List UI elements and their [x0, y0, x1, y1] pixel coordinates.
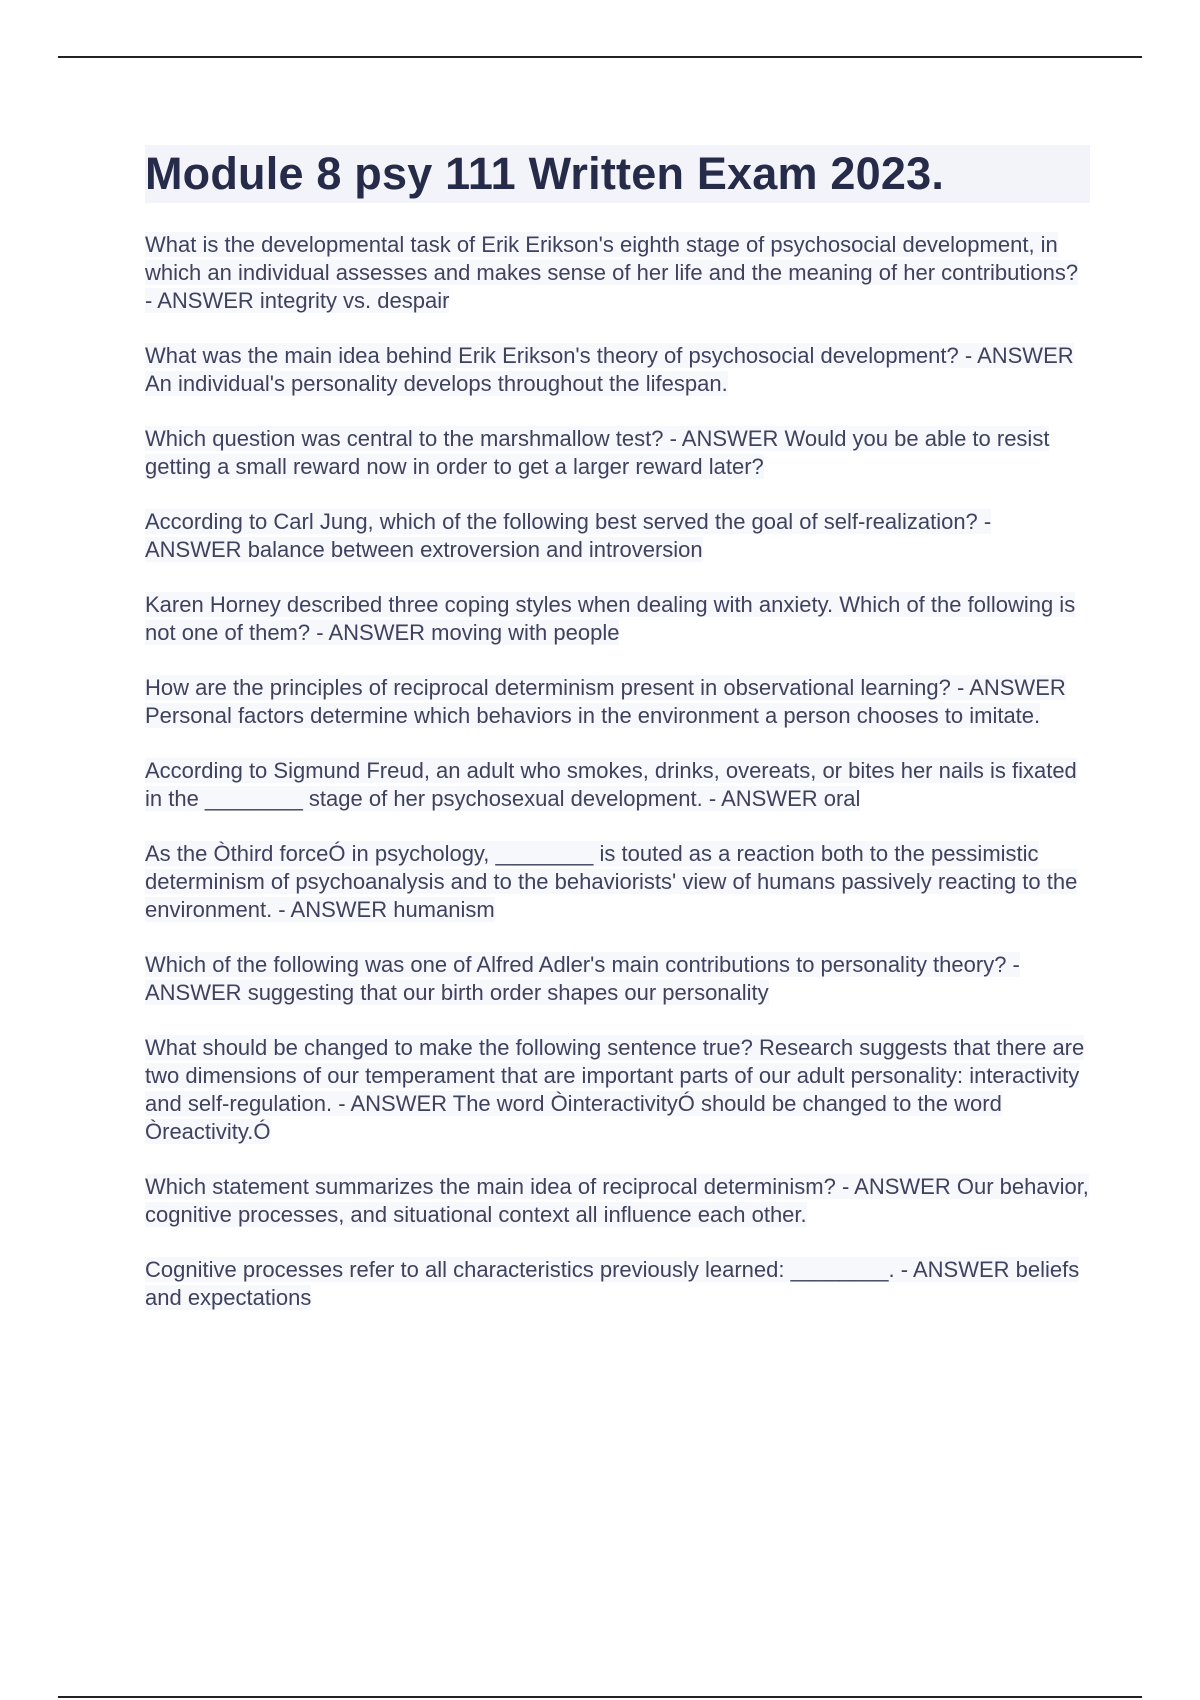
- qa-item: [145, 1256, 1090, 1312]
- question-text: Karen Horney described three coping styles when dealing with anxiety. Which of the following is not one of them?: [145, 592, 1076, 645]
- question-text: Which of the following was one of Alfred Adler's main contributions to personality theory?: [145, 952, 1007, 977]
- qa-item: [145, 757, 1090, 813]
- question-text: What is the developmental task of Erik Erikson's eighth stage of psychosocial development, in which an individual assesses and makes sense of her life and the meaning of her contributions?: [145, 232, 1079, 285]
- answer-text: humanism: [393, 897, 495, 922]
- document-title: Module 8 psy 111 Written Exam 2023.: [145, 145, 1090, 203]
- answer-separator: - ANSWER: [702, 786, 824, 811]
- qa-item: [145, 342, 1090, 398]
- answer-separator: - ANSWER: [332, 1091, 453, 1116]
- qa-item: [145, 951, 1090, 1007]
- answer-separator: - ANSWER: [958, 343, 1074, 368]
- qa-item: [145, 674, 1090, 730]
- answer-separator: - ANSWER: [145, 509, 992, 562]
- answer-separator: - ANSWER: [663, 426, 785, 451]
- answer-text: An individual's personality develops throughout the lifespan.: [145, 371, 728, 396]
- answer-text: balance between extroversion and introversion: [247, 537, 703, 562]
- answer-text: beliefs and expectations: [145, 1257, 1080, 1310]
- qa-item: [145, 425, 1090, 481]
- answer-separator: - ANSWER: [145, 288, 260, 313]
- question-text: As the Òthird forceÓ in psychology, ________ is touted as a reaction both to the pessimistic determinism of psychoanalysis and to the behaviorists' view of humans passively reacting to the environment.: [145, 841, 1078, 922]
- question-text: Cognitive processes refer to all characteristics previously learned: ________.: [145, 1257, 895, 1282]
- question-text: What was the main idea behind Erik Erikson's theory of psychosocial development?: [145, 343, 959, 368]
- answer-separator: - ANSWER: [145, 952, 1020, 1005]
- answer-text: Personal factors determine which behaviors in the environment a person chooses to imitate.: [145, 703, 1041, 728]
- answer-text: Our behavior, cognitive processes, and situational context all influence each other.: [145, 1174, 1089, 1227]
- qa-item: [145, 840, 1090, 924]
- bottom-rule: [58, 1696, 1142, 1698]
- answer-text: Would you be able to resist getting a small reward now in order to get a larger reward later?: [145, 426, 1050, 479]
- document-body: [145, 145, 1090, 1339]
- qa-item: [145, 231, 1090, 315]
- question-text: How are the principles of reciprocal determinism present in observational learning?: [145, 675, 951, 700]
- qa-item: [145, 1034, 1090, 1146]
- answer-text: oral: [823, 786, 861, 811]
- qa-item: [145, 508, 1090, 564]
- qa-item: [145, 1173, 1090, 1229]
- answer-separator: - ANSWER: [835, 1174, 957, 1199]
- qa-list: [145, 231, 1090, 1312]
- top-rule: [58, 56, 1142, 58]
- answer-separator: - ANSWER: [272, 897, 394, 922]
- answer-separator: - ANSWER: [310, 620, 432, 645]
- question-text: Which statement summarizes the main idea of reciprocal determinism?: [145, 1174, 836, 1199]
- question-text: What should be changed to make the following sentence true? Research suggests that there are two dimensions of our temperament that are important parts of our adult personality: interactivity and self-regulation.: [145, 1035, 1085, 1116]
- answer-text: The word ÒinteractivityÓ should be changed to the word Òreactivity.Ó: [145, 1091, 1002, 1144]
- question-text: Which question was central to the marshmallow test?: [145, 426, 664, 451]
- question-text: According to Sigmund Freud, an adult who smokes, drinks, overeats, or bites her nails is fixated in the ________ stage of her psychosexual development.: [145, 758, 1077, 811]
- answer-text: moving with people: [431, 620, 620, 645]
- answer-text: suggesting that our birth order shapes our personality: [247, 980, 769, 1005]
- question-text: According to Carl Jung, which of the following best served the goal of self-realization?: [145, 509, 978, 534]
- qa-item: [145, 591, 1090, 647]
- answer-separator: - ANSWER: [894, 1257, 1016, 1282]
- answer-separator: - ANSWER: [950, 675, 1066, 700]
- answer-text: integrity vs. despair: [259, 288, 450, 313]
